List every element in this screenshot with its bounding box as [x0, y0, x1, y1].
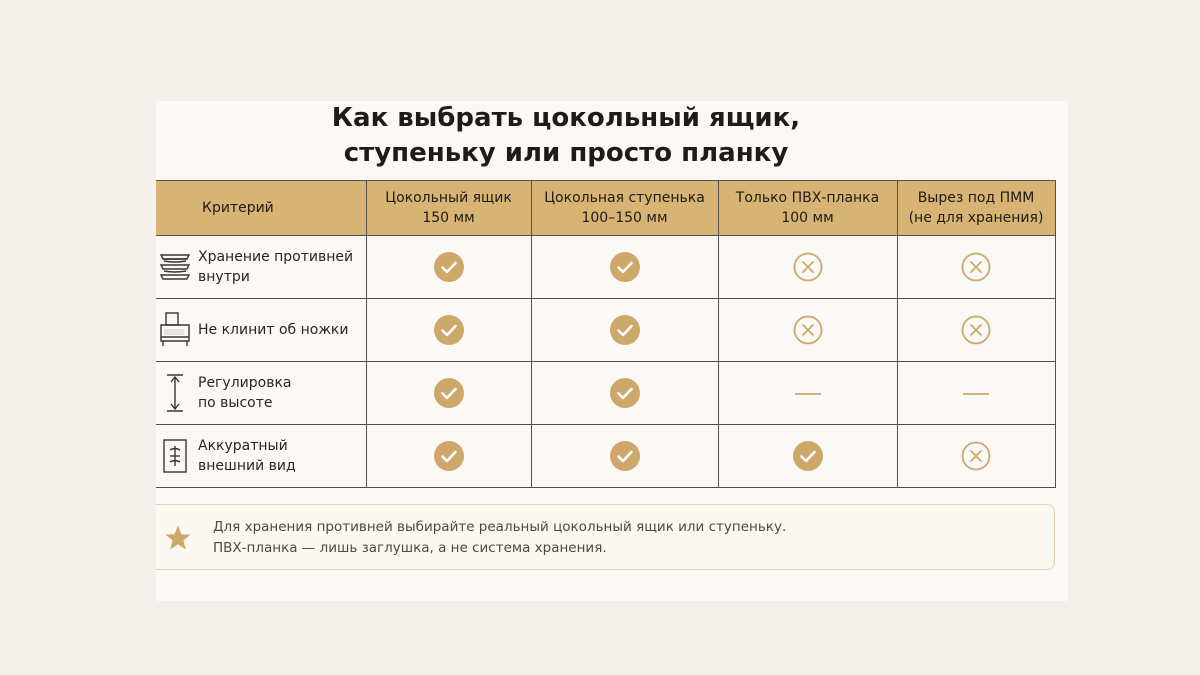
cell-cross: [897, 299, 1055, 362]
cell-check: [366, 299, 531, 362]
header-row: [156, 181, 1055, 236]
cell-check: [366, 236, 531, 299]
check-icon: [610, 441, 640, 471]
header-dishwasher-cutout-line1: Вырез под ПММ: [917, 190, 1035, 206]
cell-cross: [718, 236, 897, 299]
cell-dash: [718, 362, 897, 425]
row-label-line2: по высоте: [198, 395, 273, 411]
check-icon: [434, 441, 464, 471]
row-label-line2: внешний вид: [198, 458, 296, 474]
dash-icon: [962, 391, 990, 397]
infographic-card: [156, 101, 1068, 601]
header-pvc-strip-line1: Только ПВХ-планка: [735, 190, 880, 206]
check-icon: [610, 315, 640, 345]
cell-check: [366, 362, 531, 425]
cross-icon: [961, 315, 991, 345]
height-arrows-icon: [158, 373, 192, 413]
title-line-1: Как выбрать цокольный ящик,: [331, 103, 801, 133]
row-label-line1: Регулировка: [198, 375, 292, 391]
header-plinth-step: [531, 181, 718, 236]
header-criterion-label: Критерий: [202, 200, 274, 216]
dash-icon: [794, 391, 822, 397]
neat-panel-icon: [158, 436, 192, 476]
table-row: [156, 299, 1055, 362]
cell-cross: [897, 236, 1055, 299]
note-line-1: Для хранения противней выбирайте реальный цокольный ящик или ступеньку.: [213, 519, 787, 535]
row-criterion: [156, 299, 366, 362]
table-row: [156, 425, 1055, 488]
comparison-table: [156, 180, 1056, 488]
check-icon: [434, 378, 464, 408]
header-dishwasher-cutout-line2: (не для хранения): [908, 210, 1044, 226]
cell-cross: [897, 425, 1055, 488]
header-plinth-step-line1: Цокольная ступенька: [544, 190, 705, 206]
cell-check: [531, 362, 718, 425]
cell-dash: [897, 362, 1055, 425]
cell-check: [366, 425, 531, 488]
stacked-trays-icon: [158, 247, 192, 287]
title-line-2: ступеньку или просто планку: [343, 138, 789, 168]
star-icon: [164, 524, 192, 552]
header-pvc-strip-line2: 100 мм: [781, 210, 834, 226]
tip-note: [156, 504, 1055, 570]
cross-icon: [961, 252, 991, 282]
row-criterion: [156, 425, 366, 488]
cross-icon: [793, 252, 823, 282]
header-plinth-drawer-line2: 150 мм: [422, 210, 475, 226]
table-row: [156, 362, 1055, 425]
table-row: [156, 236, 1055, 299]
row-label-line1: Хранение противней: [198, 249, 354, 265]
cell-check: [531, 425, 718, 488]
row-label-line1: Аккуратный: [198, 438, 288, 454]
check-icon: [793, 441, 823, 471]
header-pvc-strip: [718, 181, 897, 236]
row-criterion: [156, 362, 366, 425]
header-criterion: [156, 181, 366, 236]
cross-icon: [793, 315, 823, 345]
cell-check: [531, 299, 718, 362]
cell-check: [531, 236, 718, 299]
cell-check: [718, 425, 897, 488]
cabinet-leg-icon: [158, 310, 192, 350]
row-label-line1: Не клинит об ножки: [198, 322, 349, 338]
check-icon: [610, 252, 640, 282]
check-icon: [434, 252, 464, 282]
header-dishwasher-cutout: [897, 181, 1055, 236]
cell-cross: [718, 299, 897, 362]
note-line-2: ПВХ-планка — лишь заглушка, а не система хранения.: [213, 540, 607, 556]
page-title: [156, 101, 976, 171]
check-icon: [434, 315, 464, 345]
header-plinth-drawer-line1: Цокольный ящик: [385, 190, 512, 206]
cross-icon: [961, 441, 991, 471]
header-plinth-drawer: [366, 181, 531, 236]
check-icon: [610, 378, 640, 408]
header-plinth-step-line2: 100–150 мм: [581, 210, 668, 226]
row-label-line2: внутри: [198, 269, 250, 285]
row-criterion: [156, 236, 366, 299]
